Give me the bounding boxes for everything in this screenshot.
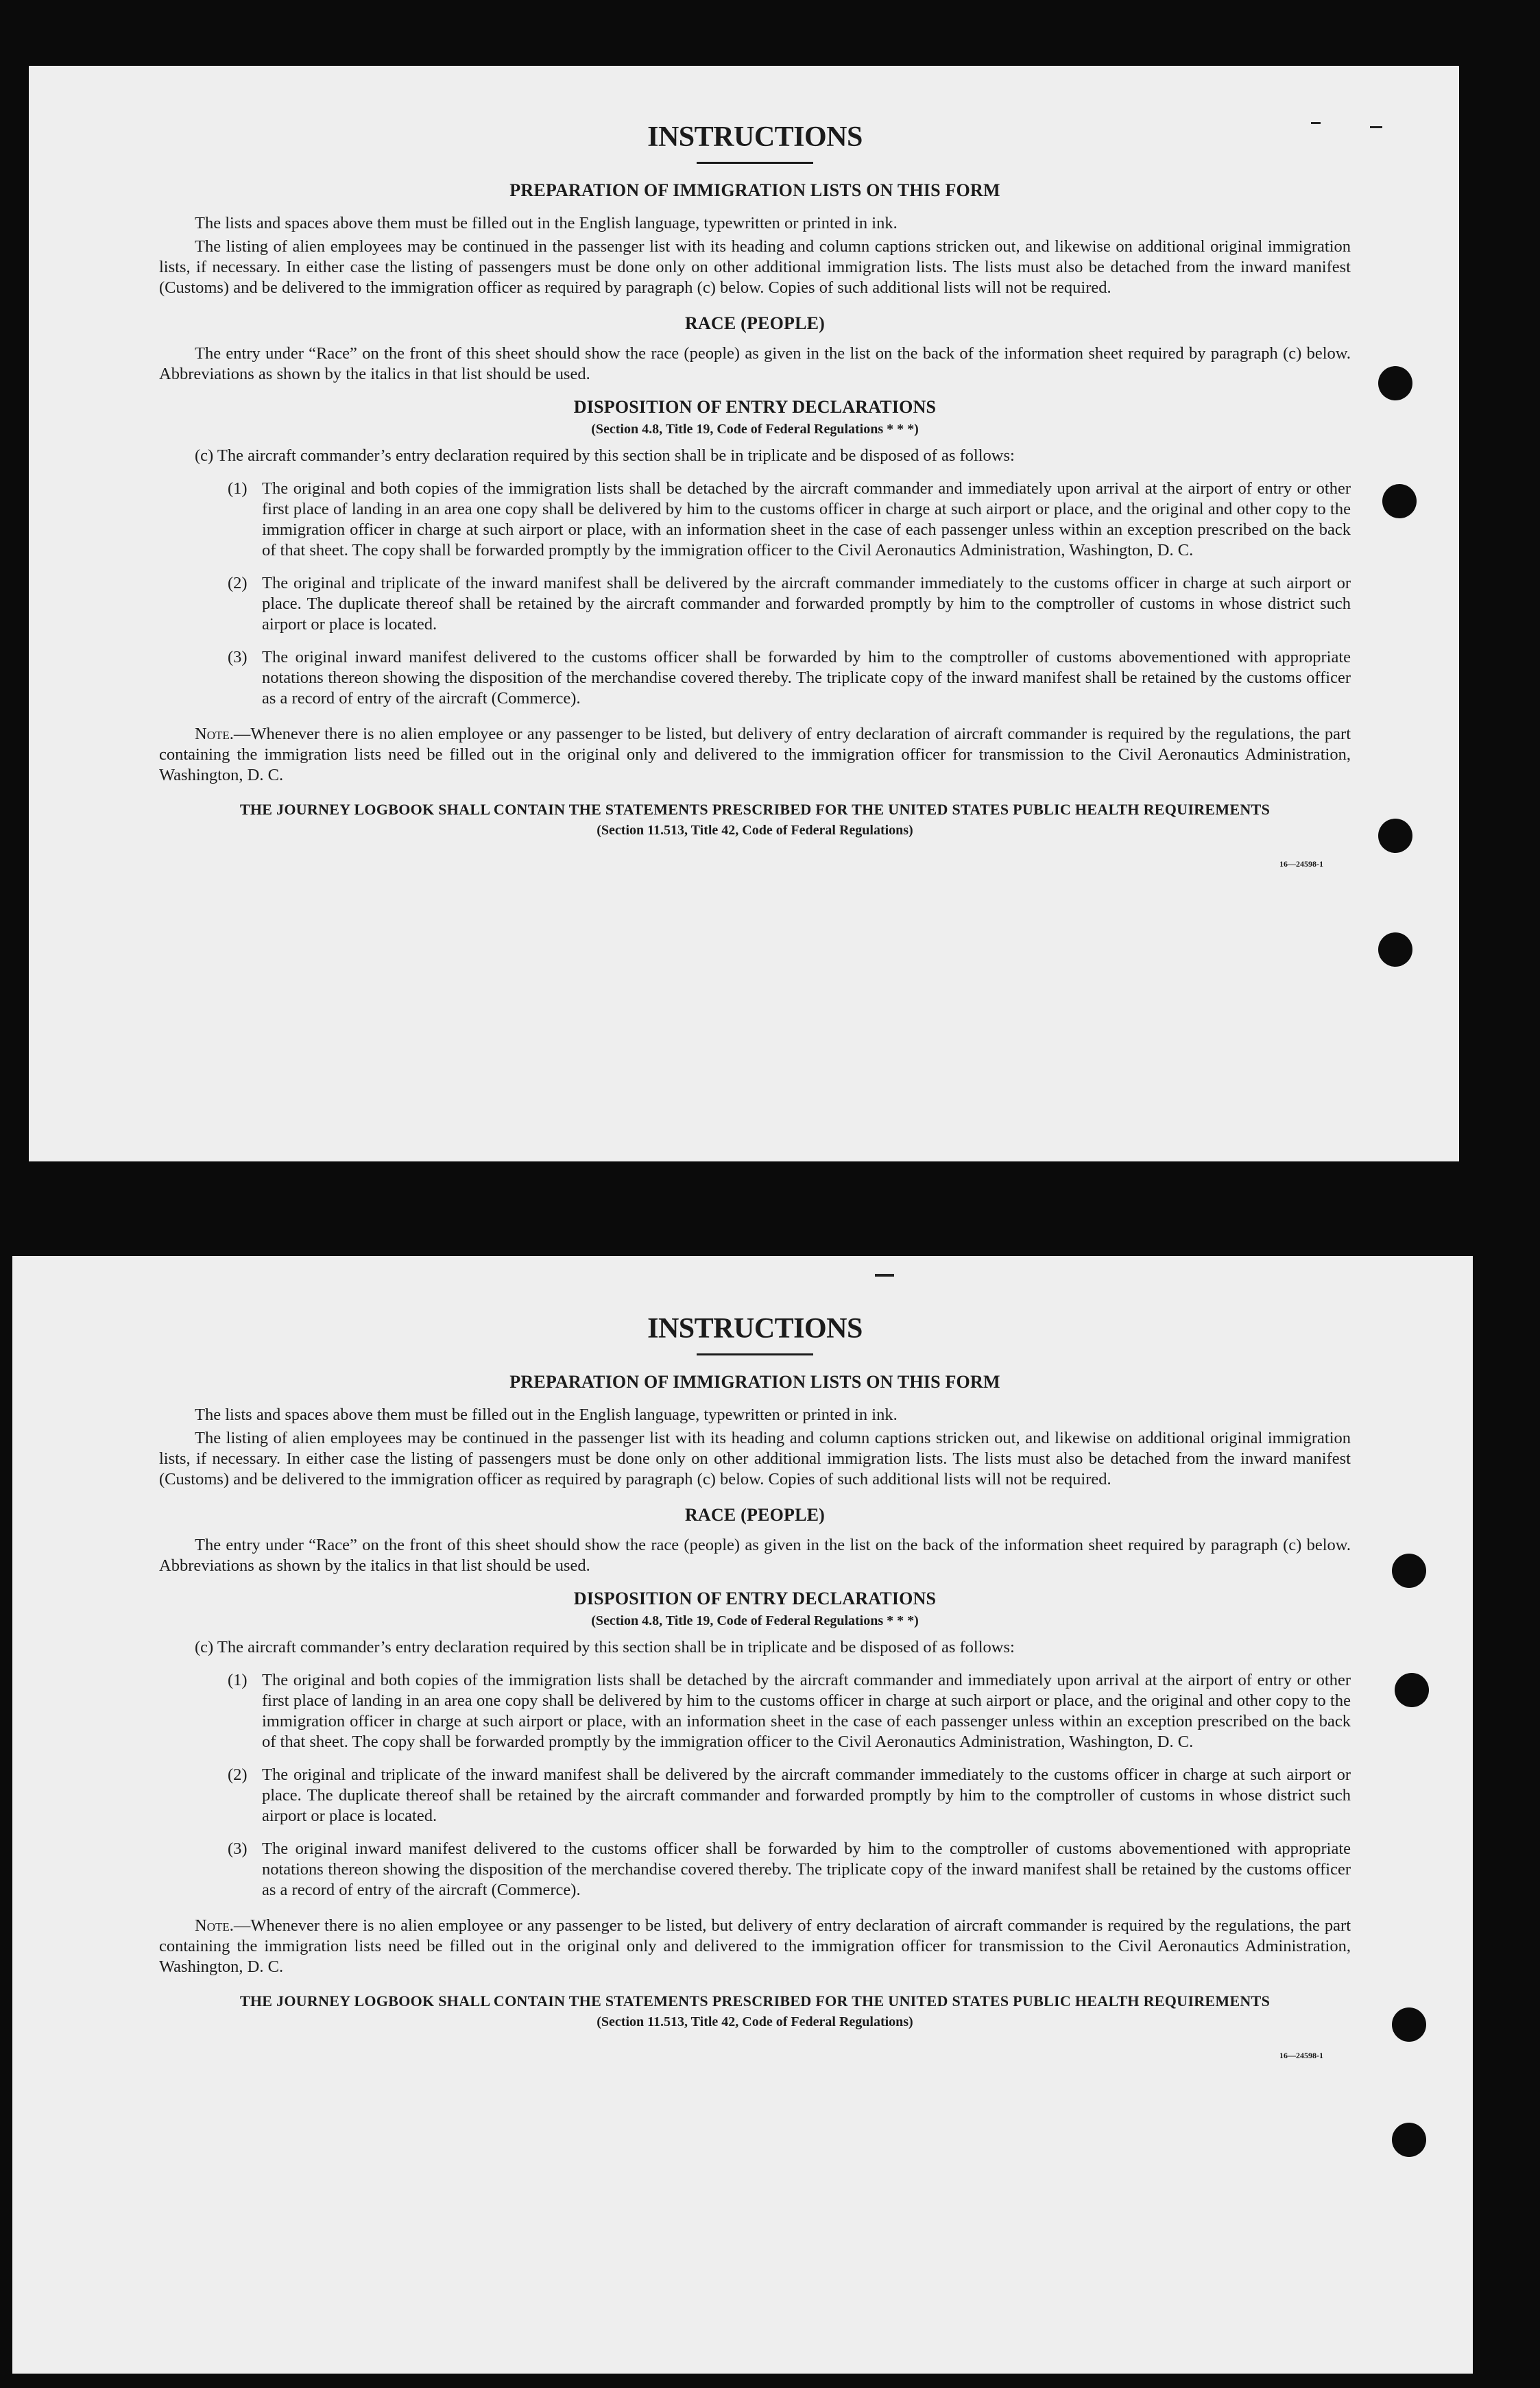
- race-heading: RACE (PEOPLE): [684, 1505, 826, 1525]
- logbook-citation: (Section 11.513, Title 42, Code of Federal Regulations): [597, 823, 913, 838]
- lists-paragraph: The lists and spaces above them must be filled out in the English language, typewritten or printed in ink.: [195, 1406, 898, 1424]
- list-item: [159, 479, 1351, 561]
- paragraph-c: (c) The aircraft commander’s entry declaration required by this section shall be in triplicate and be disposed of as follows:: [195, 446, 1015, 465]
- instruction-sheet-top: [29, 66, 1459, 1161]
- punch-hole: [1378, 819, 1412, 853]
- title-underline: [697, 1353, 813, 1355]
- page-title: INSTRUCTIONS: [647, 1313, 863, 1344]
- logbook-citation: (Section 11.513, Title 42, Code of Federal Regulations): [597, 2014, 913, 2029]
- item-text: The original inward manifest delivered to the customs officer shall be forwarded by him to the comptroller of customs abovementioned with appropriate notations thereon showing the disposition of the merchandise covered thereby. The triplicate copy of the inward manifest shall be retained by the customs officer as a record of entry of the aircraft (Commerce).: [262, 1840, 1351, 1899]
- list-item: [159, 647, 1351, 709]
- item-text: The original and both copies of the immigration lists shall be detached by the aircraft commander and immediately upon arrival at the airport of entry or other first place of landing in an area one copy shall be delivered by him to the customs officer in charge at such airport or place, and the original and other copy to the immigration officer in charge at such airport or place, with an information sheet in the case of each passenger unless within an exception prescribed on the back of that sheet. The copy shall be forwarded promptly by the immigration officer to the Civil Aeronautics Administration, Washington, D. C.: [262, 479, 1351, 559]
- item-number: (1): [228, 1671, 248, 1689]
- item-text: The original and triplicate of the inward manifest shall be delivered by the aircraft commander immediately to the customs officer in charge at such airport or place. The duplicate thereof shall be retained by the aircraft commander and forwarded promptly by him to the comptroller of customs in whose district such airport or place is located.: [262, 574, 1351, 634]
- note-paragraph: [159, 724, 1351, 786]
- lists-paragraph: The lists and spaces above them must be filled out in the English language, typewritten or printed in ink.: [195, 214, 898, 232]
- race-paragraph: The entry under “Race” on the front of this sheet should show the race (people) as given in the list on the back of the information sheet required by paragraph (c) below. Abbreviations as shown by the italics in that list should be used.: [159, 1536, 1351, 1575]
- listing-paragraph: The listing of alien employees may be continued in the passenger list with its heading and column captions stricken out, and likewise on additional original immigration lists, if necessary. In either case the listing of passengers must be done only on other additional immigration lists. The lists must also be detached from the inward manifest (Customs) and be delivered to the immigration officer as required by paragraph (c) below. Copies of such additional lists will not be required.: [159, 237, 1351, 297]
- disposition-citation: (Section 4.8, Title 19, Code of Federal Regulations * * *): [591, 422, 919, 437]
- list-item: [159, 1839, 1351, 1901]
- preparation-heading: PREPARATION OF IMMIGRATION LISTS ON THIS FORM: [509, 180, 1000, 200]
- logbook-statement: THE JOURNEY LOGBOOK SHALL CONTAIN THE STATEMENTS PRESCRIBED FOR THE UNITED STATES PUBLIC HEALTH REQUIREMENTS: [239, 801, 1271, 818]
- item-number: (1): [228, 479, 248, 498]
- list-item: [159, 573, 1351, 635]
- note-text: —Whenever there is no alien employee or any passenger to be listed, but delivery of entry declaration of aircraft commander is required by the regulations, the part containing the immigration lists need be filled out in the original only and delivered to the immigration officer for transmission to the Civil Aeronautics Administration, Washington, D. C.: [159, 725, 1351, 784]
- punch-hole: [1392, 1554, 1426, 1588]
- punch-hole: [1382, 484, 1417, 518]
- item-text: The original and both copies of the immigration lists shall be detached by the aircraft commander and immediately upon arrival at the airport of entry or other first place of landing in an area one copy shall be delivered by him to the customs officer in charge at such airport or place, and the original and other copy to the immigration officer in charge at such airport or place, with an information sheet in the case of each passenger unless within an exception prescribed on the back of that sheet. The copy shall be forwarded promptly by the immigration officer to the Civil Aeronautics Administration, Washington, D. C.: [262, 1671, 1351, 1751]
- race-paragraph: The entry under “Race” on the front of this sheet should show the race (people) as given in the list on the back of the information sheet required by paragraph (c) below. Abbreviations as shown by the italics in that list should be used.: [159, 344, 1351, 383]
- scan-mark: [1370, 126, 1382, 128]
- listing-paragraph: The listing of alien employees may be continued in the passenger list with its heading and column captions stricken out, and likewise on additional original immigration lists, if necessary. In either case the listing of passengers must be done only on other additional immigration lists. The lists must also be detached from the inward manifest (Customs) and be delivered to the immigration officer as required by paragraph (c) below. Copies of such additional lists will not be required.: [159, 1429, 1351, 1488]
- disposition-heading: DISPOSITION OF ENTRY DECLARATIONS: [573, 397, 937, 417]
- note-text: —Whenever there is no alien employee or any passenger to be listed, but delivery of entry declaration of aircraft commander is required by the regulations, the part containing the immigration lists need be filled out in the original only and delivered to the immigration officer for transmission to the Civil Aeronautics Administration, Washington, D. C.: [159, 1916, 1351, 1976]
- paragraph-c: (c) The aircraft commander’s entry declaration required by this section shall be in triplicate and be disposed of as follows:: [195, 1638, 1015, 1656]
- item-text: The original inward manifest delivered to the customs officer shall be forwarded by him to the comptroller of customs abovementioned with appropriate notations thereon showing the disposition of the merchandise covered thereby. The triplicate copy of the inward manifest shall be retained by the customs officer as a record of entry of the aircraft (Commerce).: [262, 648, 1351, 708]
- instruction-sheet-bottom: [12, 1256, 1473, 2374]
- form-code: 16—24598-1: [1279, 2051, 1323, 2060]
- form-code: 16—24598-1: [1279, 859, 1323, 869]
- item-number: (3): [228, 1840, 248, 1858]
- title-underline: [697, 162, 813, 164]
- item-number: (2): [228, 574, 248, 592]
- punch-hole: [1392, 2123, 1426, 2157]
- preparation-heading: PREPARATION OF IMMIGRATION LISTS ON THIS FORM: [509, 1372, 1000, 1392]
- punch-hole: [1378, 932, 1412, 967]
- list-item: [159, 1765, 1351, 1826]
- list-item: [159, 1670, 1351, 1752]
- disposition-heading: DISPOSITION OF ENTRY DECLARATIONS: [573, 1589, 937, 1608]
- punch-hole: [1395, 1673, 1429, 1707]
- item-number: (3): [228, 648, 248, 666]
- item-number: (2): [228, 1765, 248, 1784]
- punch-hole: [1378, 366, 1412, 400]
- note-label: Note.: [195, 1916, 234, 1935]
- note-paragraph: [159, 1916, 1351, 1977]
- race-heading: RACE (PEOPLE): [684, 313, 826, 333]
- disposition-citation: (Section 4.8, Title 19, Code of Federal Regulations * * *): [591, 1613, 919, 1628]
- logbook-statement: THE JOURNEY LOGBOOK SHALL CONTAIN THE STATEMENTS PRESCRIBED FOR THE UNITED STATES PUBLIC HEALTH REQUIREMENTS: [239, 1992, 1271, 2010]
- note-label: Note.: [195, 725, 234, 743]
- page-title: INSTRUCTIONS: [647, 121, 863, 153]
- sheet-content: [159, 1312, 1351, 2061]
- item-text: The original and triplicate of the inward manifest shall be delivered by the aircraft commander immediately to the customs officer in charge at such airport or place. The duplicate thereof shall be retained by the aircraft commander and forwarded promptly by him to the comptroller of customs in whose district such airport or place is located.: [262, 1765, 1351, 1825]
- sheet-content: [159, 121, 1351, 869]
- scan-mark: [875, 1274, 894, 1277]
- punch-hole: [1392, 2007, 1426, 2042]
